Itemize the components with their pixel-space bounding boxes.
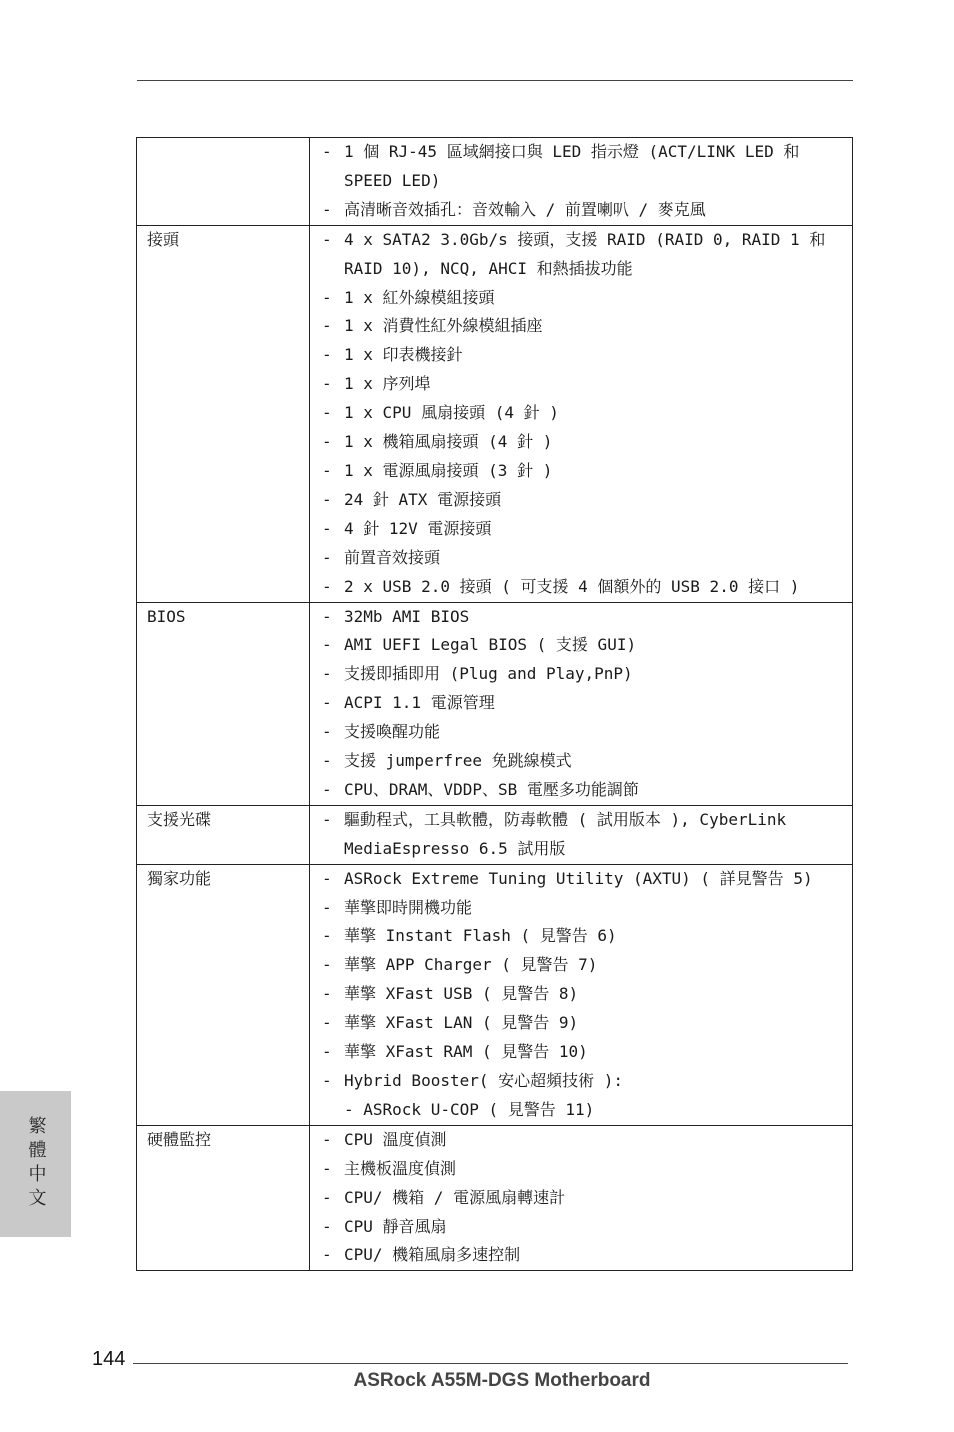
bullet-dash: - (322, 751, 332, 771)
spec-item (322, 951, 852, 980)
spec-item-text: 華擎 XFast RAM ( 見警告 10) (344, 1042, 588, 1062)
spec-item (322, 312, 852, 341)
spec-item (322, 370, 852, 399)
spec-item (322, 894, 852, 923)
spec-table (136, 137, 853, 1271)
bullet-dash: - (322, 955, 332, 975)
spec-row (137, 864, 853, 1125)
spec-item (322, 660, 852, 689)
spec-item (322, 284, 852, 313)
spec-item (322, 1184, 852, 1213)
spec-items (310, 138, 853, 226)
bullet-dash: - (322, 1187, 332, 1207)
spec-item-text: 前置音效接頭 (344, 547, 441, 567)
spec-label (137, 138, 310, 226)
spec-label: 支援光碟 (137, 805, 310, 864)
spec-label: 獨家功能 (137, 864, 310, 1125)
spec-label: 接頭 (137, 225, 310, 602)
spec-item-text: ACPI 1.1 電源管理 (344, 693, 495, 713)
spec-item-text: 驅動程式，工具軟體，防毒軟體 ( 試用版本 ), CyberLink (344, 809, 787, 829)
spec-item (322, 865, 852, 894)
spec-item (322, 573, 852, 602)
spec-item (322, 603, 852, 632)
spec-item-text: 1 x 序列埠 (344, 374, 431, 394)
spec-items (310, 602, 853, 805)
spec-row (137, 225, 853, 602)
spec-item-text: CPU/ 機箱 / 電源風扇轉速計 (344, 1187, 566, 1207)
bullet-dash: - (322, 809, 332, 829)
spec-row (137, 1125, 853, 1271)
spec-item-continuation: SPEED LED) (344, 170, 441, 190)
bullet-dash: - (322, 635, 332, 655)
spec-item-text: 1 x 印表機接針 (344, 345, 463, 365)
spec-items (310, 1125, 853, 1271)
spec-label: BIOS (137, 602, 310, 805)
language-tab (0, 1091, 71, 1237)
bullet-dash: - (322, 1216, 332, 1236)
spec-item (322, 718, 852, 747)
language-tab-label: 繁體中文 (25, 1116, 47, 1212)
spec-item-continuation: MediaEspresso 6.5 試用版 (344, 838, 566, 858)
bullet-dash: - (322, 664, 332, 684)
bullet-dash: - (322, 432, 332, 452)
bullet-dash: - (322, 403, 332, 423)
bullet-dash: - (322, 229, 332, 249)
spec-row (137, 805, 853, 864)
spec-item-text: 4 針 12V 電源接頭 (344, 518, 492, 538)
bullet-dash: - (322, 576, 332, 596)
spec-item (322, 806, 852, 835)
spec-item (322, 980, 852, 1009)
bullet-dash: - (322, 142, 332, 161)
bullet-dash: - (322, 316, 332, 336)
spec-item (322, 1213, 852, 1242)
spec-item (322, 747, 852, 776)
spec-row (137, 138, 853, 226)
spec-item-text: CPU 溫度偵測 (344, 1129, 447, 1149)
spec-item-text: 1 x 電源風扇接頭 (3 針 ) (344, 460, 553, 480)
spec-item-text: 高清晰音效插孔：音效輸入 / 前置喇叭 / 麥克風 (344, 199, 706, 219)
bullet-dash: - (322, 547, 332, 567)
spec-row (137, 602, 853, 805)
spec-item (322, 776, 852, 805)
spec-item-text: CPU/ 機箱風扇多速控制 (344, 1245, 521, 1265)
spec-item-text: ASRock Extreme Tuning Utility (AXTU) ( 詳見警告 5) (344, 868, 813, 888)
bullet-dash: - (322, 489, 332, 509)
spec-item (322, 689, 852, 718)
spec-item-text: Hybrid Booster( 安心超頻技術 ): (344, 1071, 624, 1090)
header-rule (137, 80, 853, 81)
spec-item (322, 138, 852, 167)
spec-item-text: 1 個 RJ-45 區域網接口與 LED 指示燈 (ACT/LINK LED 和 (344, 142, 800, 161)
bullet-dash: - (322, 1129, 332, 1149)
bullet-dash: - (322, 1245, 332, 1265)
spec-item-text: 2 x USB 2.0 接頭 ( 可支援 4 個額外的 USB 2.0 接口 ) (344, 576, 800, 596)
footer-rule (133, 1363, 848, 1364)
bullet-dash: - (322, 345, 332, 365)
spec-item (322, 341, 852, 370)
bullet-dash: - (322, 374, 332, 394)
spec-items (310, 805, 853, 864)
spec-item (322, 631, 852, 660)
spec-item-text: CPU 靜音風扇 (344, 1216, 447, 1236)
bullet-dash: - (322, 460, 332, 480)
spec-item-text: 32Mb AMI BIOS (344, 606, 470, 626)
bullet-dash: - (322, 868, 332, 888)
spec-item-text: 1 x CPU 風扇接頭 (4 針 ) (344, 403, 559, 423)
spec-item (322, 486, 852, 515)
spec-item (322, 399, 852, 428)
spec-item (322, 226, 852, 255)
spec-item-text: 華擎即時開機功能 (344, 897, 473, 917)
footer-title: ASRock A55M-DGS Motherboard (353, 1370, 651, 1391)
spec-item-text: CPU、DRAM、VDDP、SB 電壓多功能調節 (344, 779, 639, 799)
spec-item-text: 1 x 消費性紅外線模組插座 (344, 316, 543, 336)
spec-item-text: 4 x SATA2 3.0Gb/s 接頭，支援 RAID (RAID 0, RAID 1 和 (344, 229, 826, 249)
spec-item-text: 華擎 Instant Flash ( 見警告 6) (344, 926, 617, 946)
bullet-dash: - (322, 199, 332, 219)
spec-item (322, 515, 852, 544)
bullet-dash: - (322, 1042, 332, 1062)
bullet-dash: - (322, 1071, 332, 1090)
spec-items (310, 864, 853, 1125)
spec-item-text: 華擎 XFast USB ( 見警告 8) (344, 984, 579, 1004)
page-number: 144 (92, 1348, 126, 1370)
spec-item (322, 922, 852, 951)
spec-item-text: 主機板溫度偵測 (344, 1158, 457, 1178)
spec-item-text: 1 x 紅外線模組接頭 (344, 287, 495, 307)
bullet-dash: - (322, 984, 332, 1004)
spec-item-text: 24 針 ATX 電源接頭 (344, 489, 502, 509)
spec-sub-item: - ASRock U-COP ( 見警告 11) (344, 1099, 595, 1119)
spec-item (322, 1067, 852, 1096)
spec-label: 硬體監控 (137, 1125, 310, 1271)
bullet-dash: - (322, 1013, 332, 1033)
spec-item-text: 支援即插即用 (Plug and Play,PnP) (344, 664, 633, 684)
bullet-dash: - (322, 606, 332, 626)
spec-item (322, 1038, 852, 1067)
spec-item-continuation: RAID 10), NCQ, AHCI 和熱插拔功能 (344, 258, 633, 278)
bullet-dash: - (322, 287, 332, 307)
spec-item-text: 支援 jumperfree 免跳線模式 (344, 751, 572, 771)
bullet-dash: - (322, 779, 332, 799)
spec-item (322, 1009, 852, 1038)
spec-item (322, 544, 852, 573)
bullet-dash: - (322, 926, 332, 946)
spec-item (322, 428, 852, 457)
bullet-dash: - (322, 518, 332, 538)
spec-item-text: 支援喚醒功能 (344, 722, 441, 742)
bullet-dash: - (322, 897, 332, 917)
spec-item-text: 華擎 APP Charger ( 見警告 7) (344, 955, 598, 975)
bullet-dash: - (322, 1158, 332, 1178)
spec-item (322, 457, 852, 486)
spec-item (322, 196, 852, 225)
spec-items (310, 225, 853, 602)
spec-item (322, 1241, 852, 1270)
spec-item-text: 華擎 XFast LAN ( 見警告 9) (344, 1013, 579, 1033)
spec-item (322, 1155, 852, 1184)
spec-item-text: 1 x 機箱風扇接頭 (4 針 ) (344, 432, 553, 452)
spec-item (322, 1126, 852, 1155)
bullet-dash: - (322, 722, 332, 742)
spec-item-text: AMI UEFI Legal BIOS ( 支援 GUI) (344, 635, 637, 655)
bullet-dash: - (322, 693, 332, 713)
